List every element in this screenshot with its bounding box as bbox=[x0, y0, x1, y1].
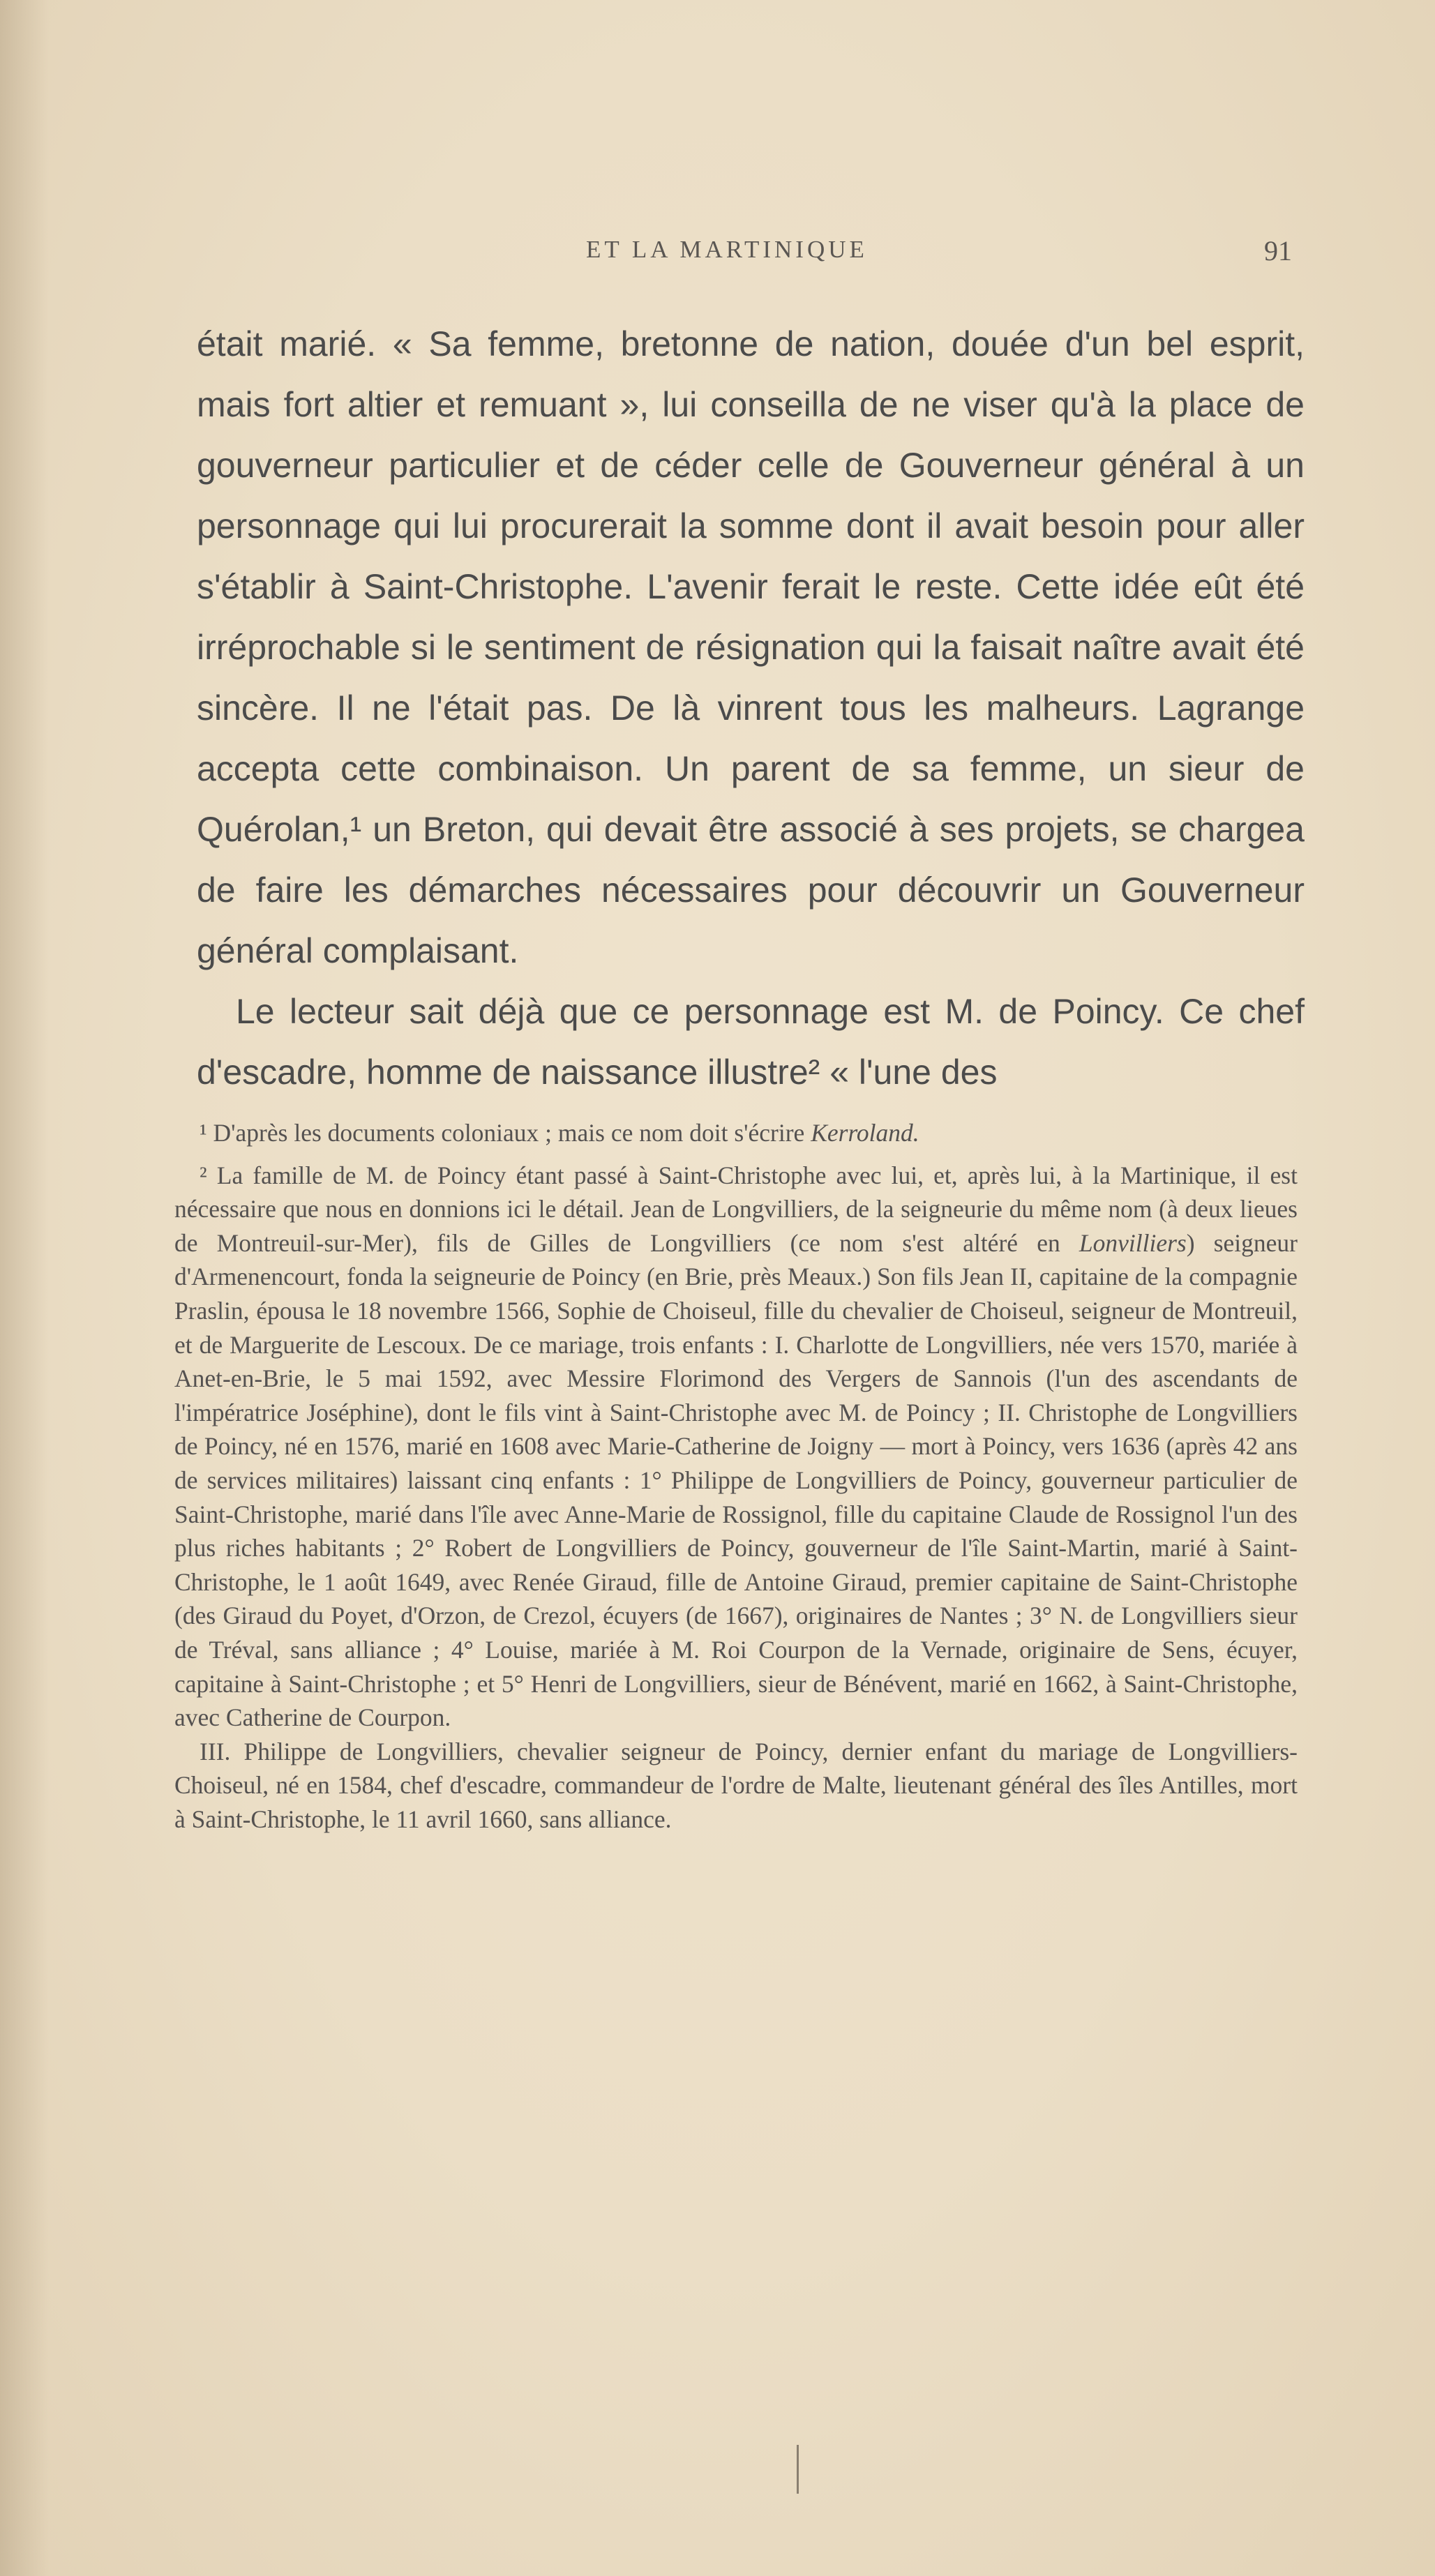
footnote-1-text: ¹ D'après les documents coloniaux ; mais ce nom doit s'écrire bbox=[200, 1119, 811, 1147]
body-paragraph-1: était marié. « Sa femme, bretonne de nation, douée d'un bel esprit, mais fort altier et remuant », lui conseilla de ne viser qu'à la place de gouverneur particulier et de céder celle de Gouverneur général à un personnage qui lui procurerait la somme dont il avait besoin pour aller s'établir à Saint-Christophe. L'avenir ferait le reste. Cette idée eût été irréprochable si le sentiment de résignation qui la faisait naître avait été sincère. Il ne l'était pas. De là vinrent tous les malheurs. Lagrange accepta cette combinaison. Un parent de sa femme, un sieur de Quérolan,¹ un Breton, qui devait être associé à ses projets, se chargea de faire les démarches nécessaires pour découvrir un Gouverneur général complaisant. bbox=[197, 324, 1305, 970]
footnote-2-italic: Lonvilliers bbox=[1079, 1228, 1187, 1257]
print-mark bbox=[797, 2445, 799, 2494]
page-edge-shadow bbox=[0, 0, 49, 2576]
footnote-2-continued: III. Philippe de Longvilliers, chevalier seigneur de Poincy, dernier enfant du mariage de Longvilliers-Choiseul, né en 1584, chef d'escadre, commandeur de l'ordre de Malte, lieutenant général des îles Antilles, mort à Saint-Christophe, le 11 avril 1660, sans alliance. bbox=[174, 1737, 1298, 1833]
footnote-1-italic: Kerroland. bbox=[811, 1119, 919, 1147]
footnote-2-text-a: ² La famille de M. de Poincy étant passé à Saint-Christophe avec lui, et, après lui, à la Martinique, il est nécessaire que nous en donnions ici le détail. Jean de Longvilliers, de la seigneurie du même nom (à deux lieues de Montreuil-sur-Mer), fils de Gilles de Longvilliers (ce nom s'est altéré en bbox=[174, 1161, 1298, 1257]
running-head: ET LA MARTINIQUE bbox=[586, 236, 868, 263]
page-number: 91 bbox=[1264, 235, 1292, 266]
footnote-1 bbox=[174, 1116, 1298, 1150]
footnote-2 bbox=[174, 1159, 1298, 1735]
footnotes bbox=[174, 1116, 1298, 1836]
footnote-2-text-b: ) seigneur d'Armenencourt, fonda la seigneurie de Poincy (en Brie, près Meaux.) Son fils Jean II, capitaine de la compagnie Praslin, épousa le 18 novembre 1566, Sophie de Choiseul, fille du chevalier de Choiseul, seigneur de Montreuil, et de Marguerite de Lescoux. De ce mariage, trois enfants : I. Charlotte de Longvilliers, née vers 1570, mariée à Anet-en-Brie, le 5 mai 1592, avec Messire Florimond des Vergers de Sannois (l'un des ascendants de l'impératrice Joséphine), dont le fils vint à Saint-Christophe avec M. de Poincy ; II. Christophe de Longvilliers de Poincy, né en 1576, marié en 1608 avec Marie-Catherine de Joigny — mort à Poincy, vers 1636 (après 42 ans de services militaires) laissant cinq enfants : 1° Philippe de Longvilliers de Poincy, gouverneur particulier de Saint-Christophe, marié dans l'île avec Anne-Marie de Rossignol, fille du capitaine Claude de Rossignol l'un des plus riches habitants ; 2° Robert de Longvilliers de Poincy, gouverneur de l'île Saint-Martin, marié à Saint-Christophe, le 1 août 1649, avec Renée Giraud, fille de Antoine Giraud, premier capitaine de Saint-Christophe (des Giraud du Poyet, d'Orzon, de Crezol, écuyers (de 1667), originaires de Nantes ; 3° N. de Longvilliers sieur de Tréval, sans alliance ; 4° Louise, mariée à M. Roi Courpon de la Vernade, originaire de Sens, écuyer, capitaine à Saint-Christophe ; et 5° Henri de Longvilliers, sieur de Bénévent, marié en 1662, à Saint-Christophe, avec Catherine de Courpon. bbox=[174, 1228, 1298, 1732]
body-paragraph-2: Le lecteur sait déjà que ce personnage est M. de Poincy. Ce chef d'escadre, homme de naissance illustre² « l'une des bbox=[197, 992, 1305, 1092]
main-text bbox=[197, 314, 1305, 1103]
